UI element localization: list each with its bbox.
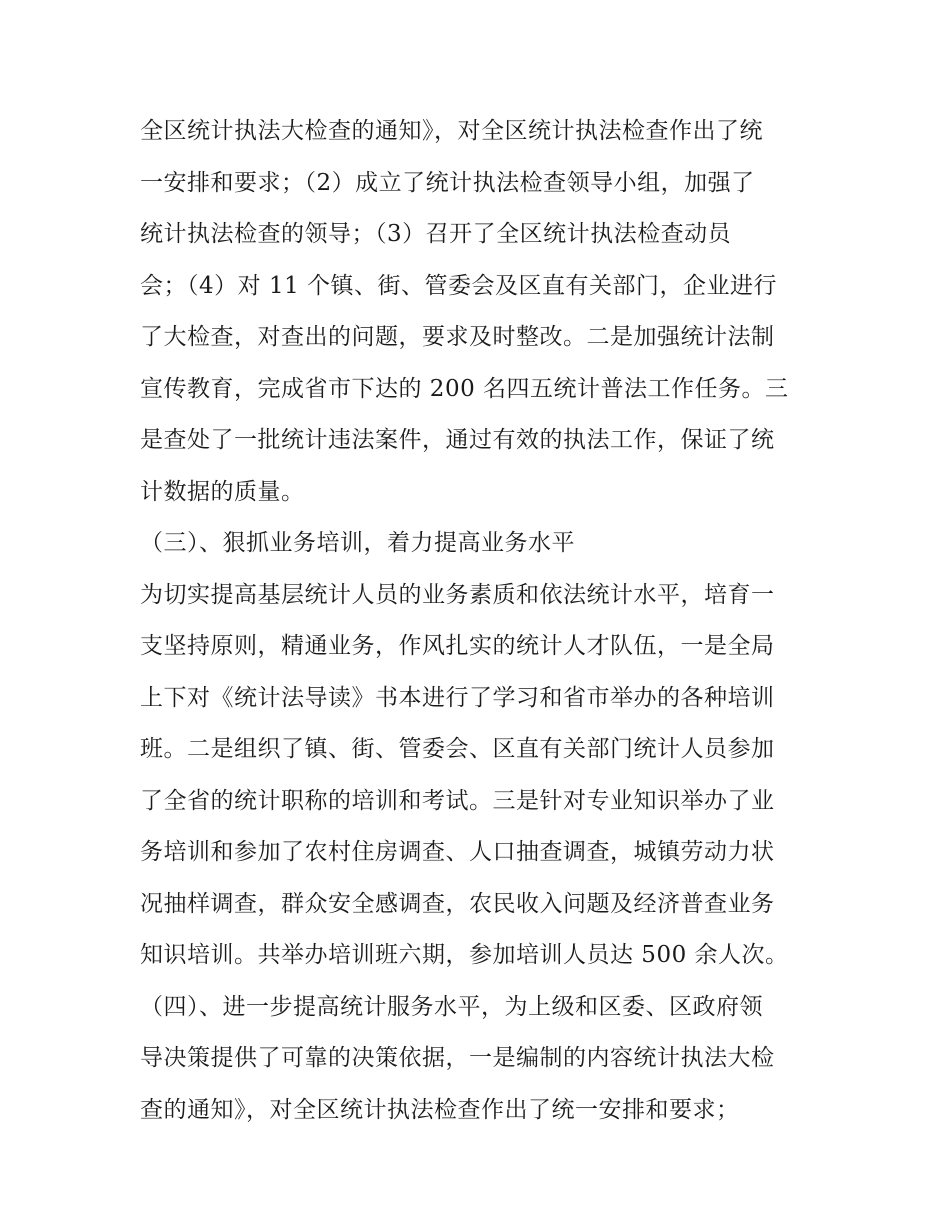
text-line-15: 务培训和参加了农村住房调查、人口抽查调查，城镇劳动力状: [140, 839, 775, 865]
text-line-20: 查的通知》，对全区统计执法检查作出了统一安排和要求；: [140, 1096, 740, 1123]
text-line-5: 了大检查，对查出的问题，要求及时整改。二是加强统计法制: [140, 324, 775, 350]
text-line-16: 况抽样调查，群众安全感调查，农民收入问题及经济普查业务: [140, 890, 775, 917]
text-line-11: 支坚持原则，精通业务，作风扎实的统计人才队伍，一是全局: [140, 633, 775, 659]
text-line-7: 是查处了一批统计违法案件，通过有效的执法工作，保证了统: [140, 427, 775, 453]
text-line-17: 知识培训。共举办培训班六期，参加培训人员达 500 余人次。: [140, 942, 789, 968]
text-line-2: 一安排和要求；（2）成立了统计执法检查领导小组，加强了: [140, 169, 755, 196]
text-line-13: 班。二是组织了镇、街、管委会、区直有关部门统计人员参加: [140, 736, 775, 762]
section-heading-4: （四）、进一步提高统计服务水平，为上级和区委、区政府领: [140, 993, 763, 1020]
text-line-1: 全区统计执法大检查的通知》，对全区统计执法检查作出了统: [140, 118, 763, 144]
text-line-12: 上下对《统计法导读》书本进行了学习和省市举办的各种培训: [140, 684, 775, 711]
text-line-8: 计数据的质量。: [140, 478, 305, 505]
text-line-6: 宣传教育，完成省市下达的 200 名四五统计普法工作任务。三: [140, 375, 789, 402]
text-line-4: 会；（4）对 11 个镇、街、管委会及区直有关部门，企业进行: [140, 272, 778, 299]
section-heading-3: （三）、狠抓业务培训，着力提高业务水平: [140, 530, 575, 556]
text-line-14: 了全省的统计职称的培训和考试。三是针对专业知识举办了业: [140, 787, 775, 814]
text-line-19: 导决策提供了可靠的决策依据，一是编制的内容统计执法大检: [140, 1045, 775, 1071]
text-line-10: 为切实提高基层统计人员的业务素质和依法统计水平，培育一: [140, 581, 775, 608]
text-line-3: 统计执法检查的领导；（3）召开了全区统计执法检查动员: [140, 221, 732, 247]
body-text: [140, 106, 820, 1136]
